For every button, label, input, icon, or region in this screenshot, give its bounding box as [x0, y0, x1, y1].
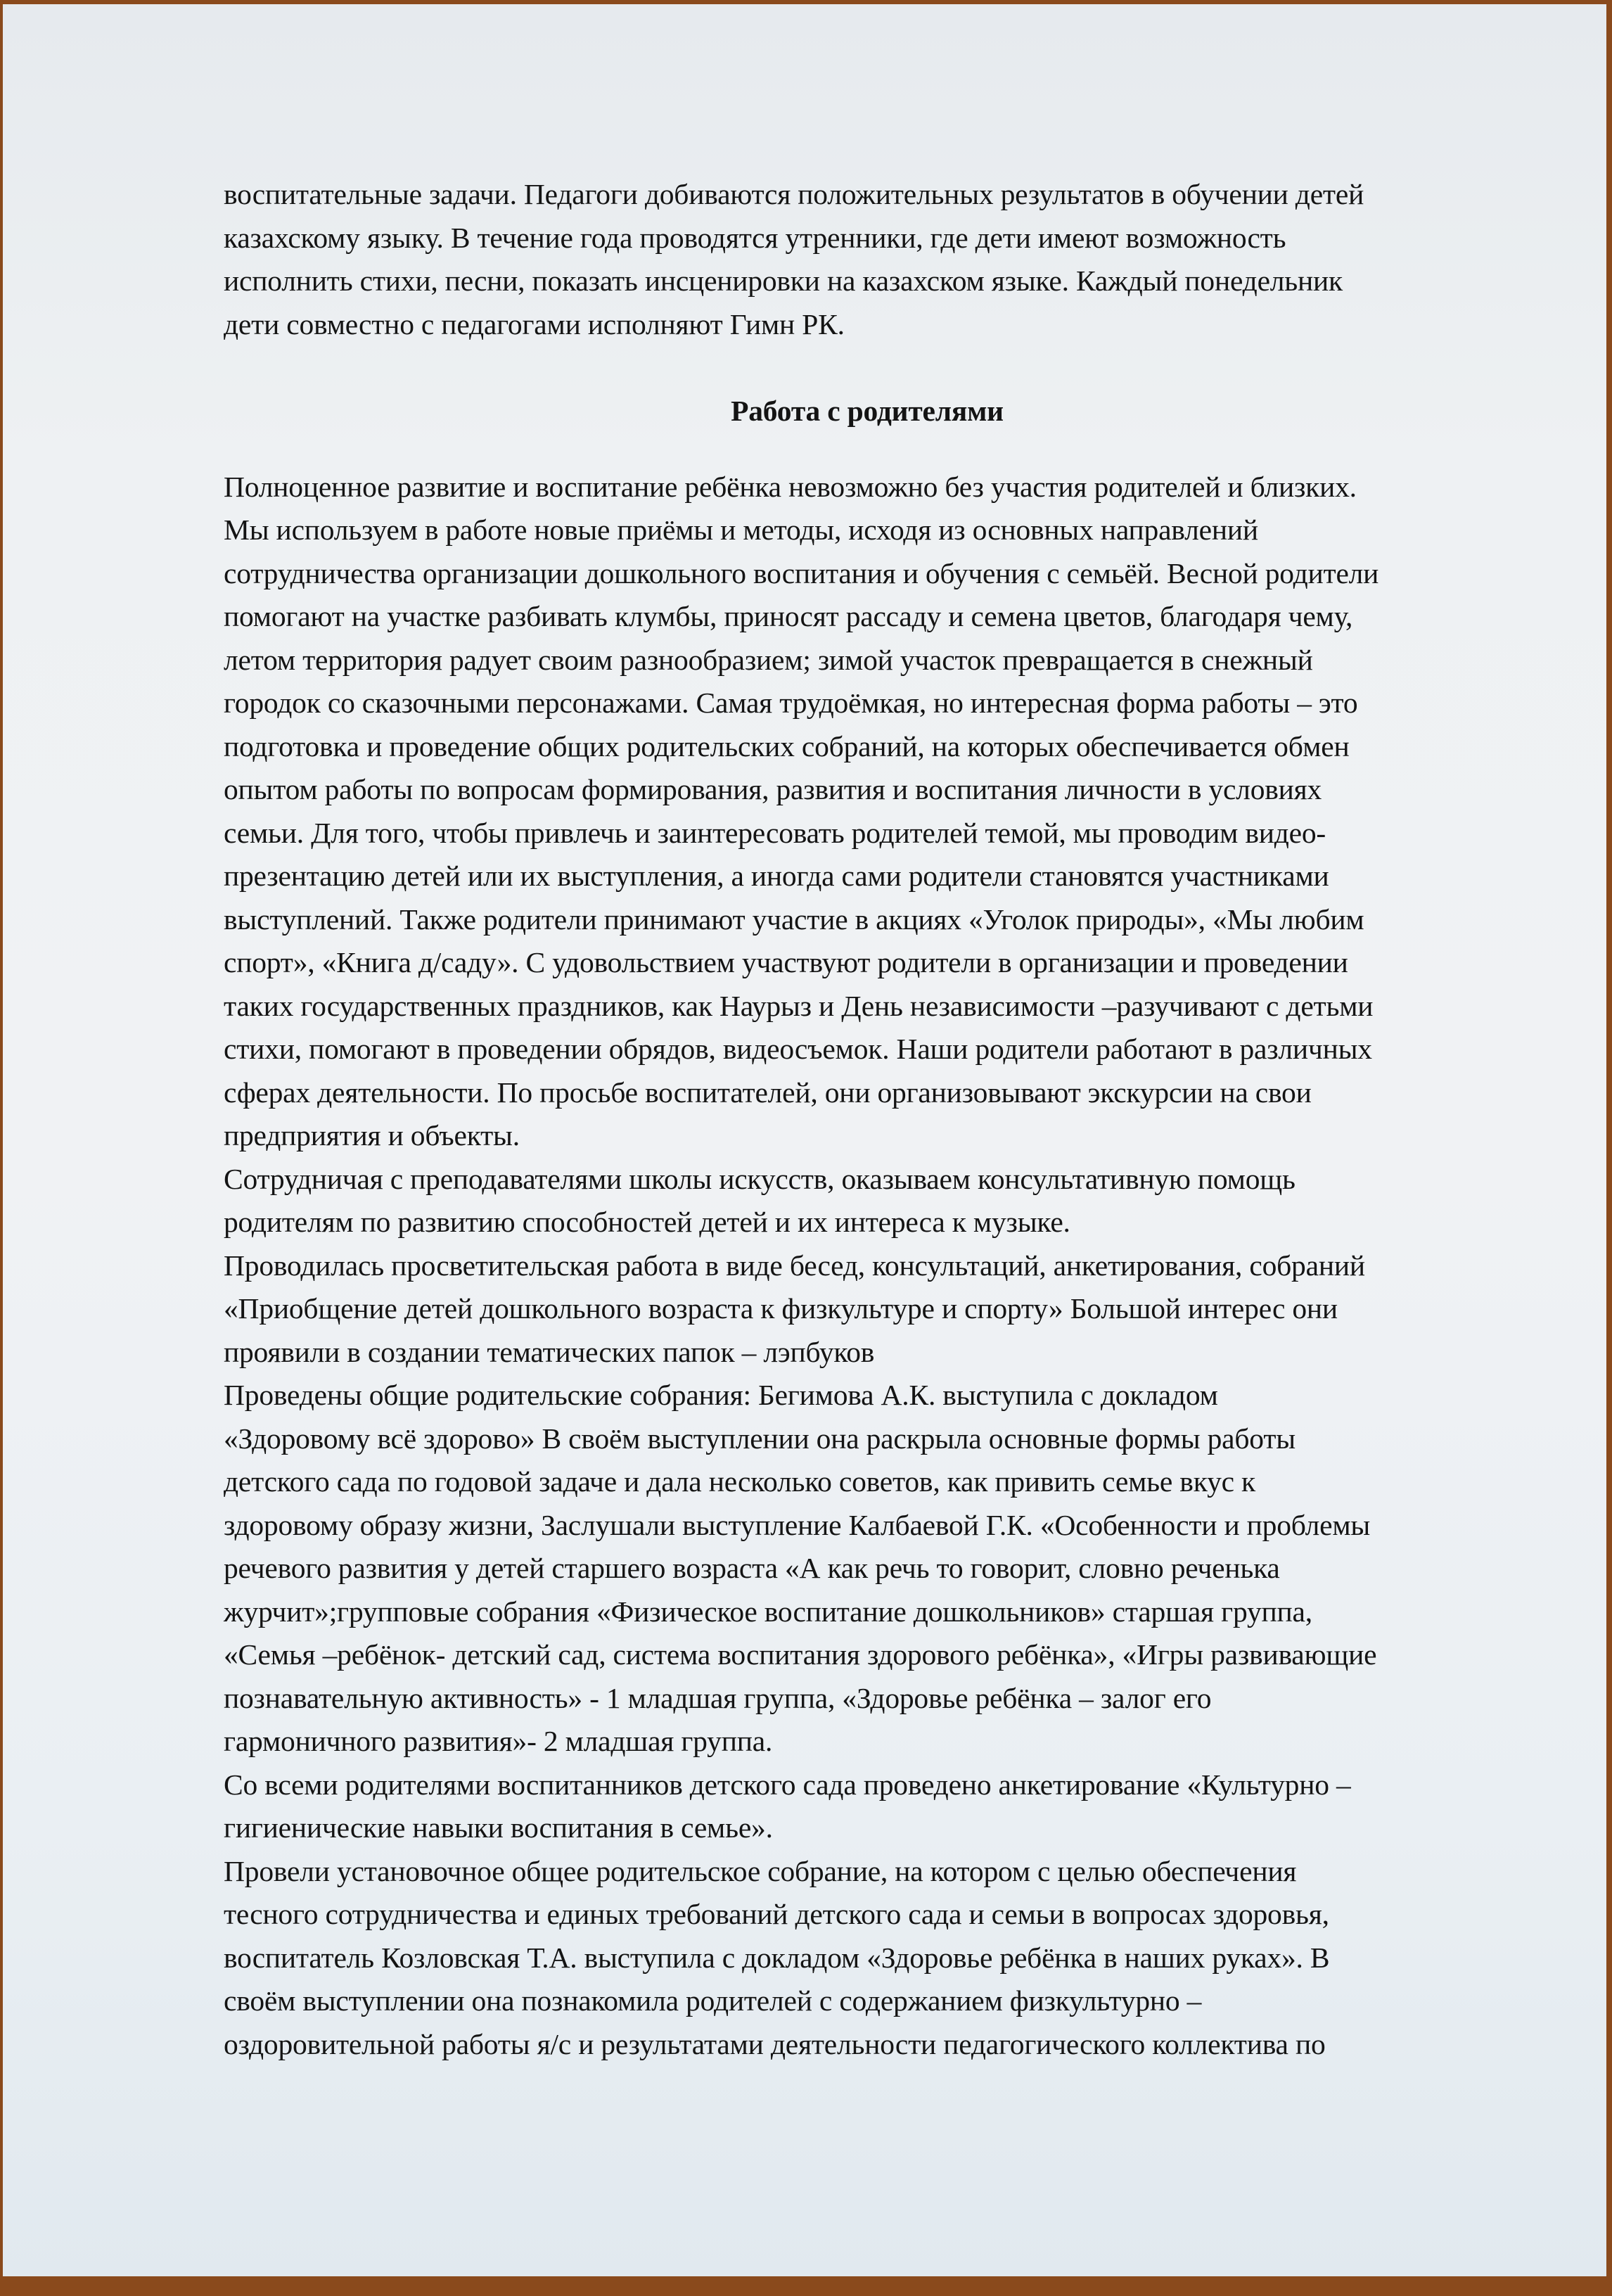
text-line: проявили в создании тематических папок – лэпбуков	[224, 1335, 875, 1368]
text-line: детского сада по годовой задаче и дала несколько советов, как привить семье вкус к	[224, 1465, 1255, 1498]
text-line: познавательную активность» - 1 младшая группа, «Здоровье ребёнка – залог его	[224, 1681, 1212, 1714]
text-line: презентацию детей или их выступления, а иногда сами родители становятся участниками	[224, 860, 1329, 892]
text-line: речевого развития у детей старшего возраста «А как речь то говорит, словно реченька	[224, 1552, 1280, 1584]
text-line: таких государственных праздников, как Наурыз и День независимости –разучивают с детьми	[224, 989, 1374, 1022]
text-line: дети совместно с педагогами исполняют Гимн РК.	[224, 307, 845, 340]
text-line: стихи, помогают в проведении обрядов, видеосъемок. Наши родители работают в различных	[224, 1033, 1372, 1065]
intro-paragraph	[224, 173, 1560, 346]
text-line: летом территория радует своим разнообразием; зимой участок превращается в снежный	[224, 643, 1313, 676]
text-line: воспитательные задачи. Педагоги добиваются положительных результатов в обучении детей	[224, 178, 1364, 210]
text-line: Со всеми родителями воспитанников детского сада проведено анкетирование «Культурно –	[224, 1768, 1351, 1801]
text-line: своём выступлении она познакомила родителей с содержанием физкультурно –	[224, 1984, 1202, 2017]
text-line: «Приобщение детей дошкольного возраста к физкультуре и спорту» Большой интерес они	[224, 1292, 1338, 1325]
text-line: родителям по развитию способностей детей и их интереса к музыке.	[224, 1206, 1070, 1238]
text-line: опытом работы по вопросам формирования, развития и воспитания личности в условиях	[224, 773, 1322, 805]
text-line: исполнить стихи, песни, показать инсценировки на казахском языке. Каждый понедельник	[224, 264, 1343, 297]
section-body	[224, 466, 1560, 2067]
text-line: гигиенические навыки воспитания в семье».	[224, 1811, 773, 1844]
document-page	[3, 4, 1606, 2276]
text-line: подготовка и проведение общих родительских собраний, на которых обеспечивается обмен	[224, 729, 1350, 763]
text-line: казахскому языку. В течение года проводятся утренники, где дети имеют возможность	[224, 221, 1286, 254]
text-line: Полноценное развитие и воспитание ребёнка невозможно без участия родителей и близких.	[224, 470, 1357, 503]
text-line: «Здоровому всё здорово» В своём выступлении она раскрыла основные формы работы	[224, 1422, 1296, 1455]
text-line: тесного сотрудничества и единых требований детского сада и семьи в вопросах здоровья,	[224, 1898, 1329, 1930]
text-line: городок со сказочными персонажами. Самая трудоёмкая, но интересная форма работы – это	[224, 687, 1358, 719]
text-line: Провели установочное общее родительское собрание, на котором с целью обеспечения	[224, 1854, 1297, 1887]
text-line: помогают на участке разбивать клумбы, приносят рассаду и семена цветов, благодаря чему,	[224, 600, 1353, 632]
text-line: оздоровительной работы я/с и результатами деятельности педагогического коллектива по	[224, 2027, 1326, 2060]
text-line: семьи. Для того, чтобы привлечь и заинтересовать родителей темой, мы проводим видео-	[224, 816, 1326, 849]
text-line: журчит»;групповые собрания «Физическое воспитание дошкольников» старшая группа,	[224, 1595, 1312, 1628]
section-title: Работа с родителями	[731, 395, 1004, 427]
text-line: сферах деятельности. По просьбе воспитателей, они организовывают экскурсии на свои	[224, 1076, 1312, 1109]
document-text	[224, 173, 1560, 2066]
text-line: гармоничного развития»- 2 младшая группа.	[224, 1725, 773, 1757]
text-line: Мы используем в работе новые приёмы и методы, исходя из основных направлений	[224, 514, 1258, 546]
text-line: «Семья –ребёнок- детский сад, система воспитания здорового ребёнка», «Игры развивающие	[224, 1638, 1377, 1671]
text-line: выступлений. Также родители принимают участие в акциях «Уголок природы», «Мы любим	[224, 903, 1364, 936]
text-line: воспитатель Козловская Т.А. выступила с докладом «Здоровье ребёнка в наших руках». В	[224, 1941, 1330, 1974]
text-line: Сотрудничая с преподавателями школы искусств, оказываем консультативную помощь	[224, 1162, 1296, 1195]
text-line: Проведены общие родительские собрания: Бегимова А.К. выступила с докладом	[224, 1379, 1218, 1411]
text-line: спорт», «Книга д/саду». С удовольствием участвуют родители в организации и проведении	[224, 946, 1348, 978]
text-line: сотрудничества организации дошкольного воспитания и обучения с семьёй. Весной родители	[224, 556, 1379, 589]
text-line: предприятия и объекты.	[224, 1119, 520, 1152]
text-line: Проводилась просветительская работа в виде бесед, консультаций, анкетирования, собраний	[224, 1249, 1365, 1282]
text-line: здоровому образу жизни, Заслушали выступление Калбаевой Г.К. «Особенности и проблемы	[224, 1508, 1371, 1541]
